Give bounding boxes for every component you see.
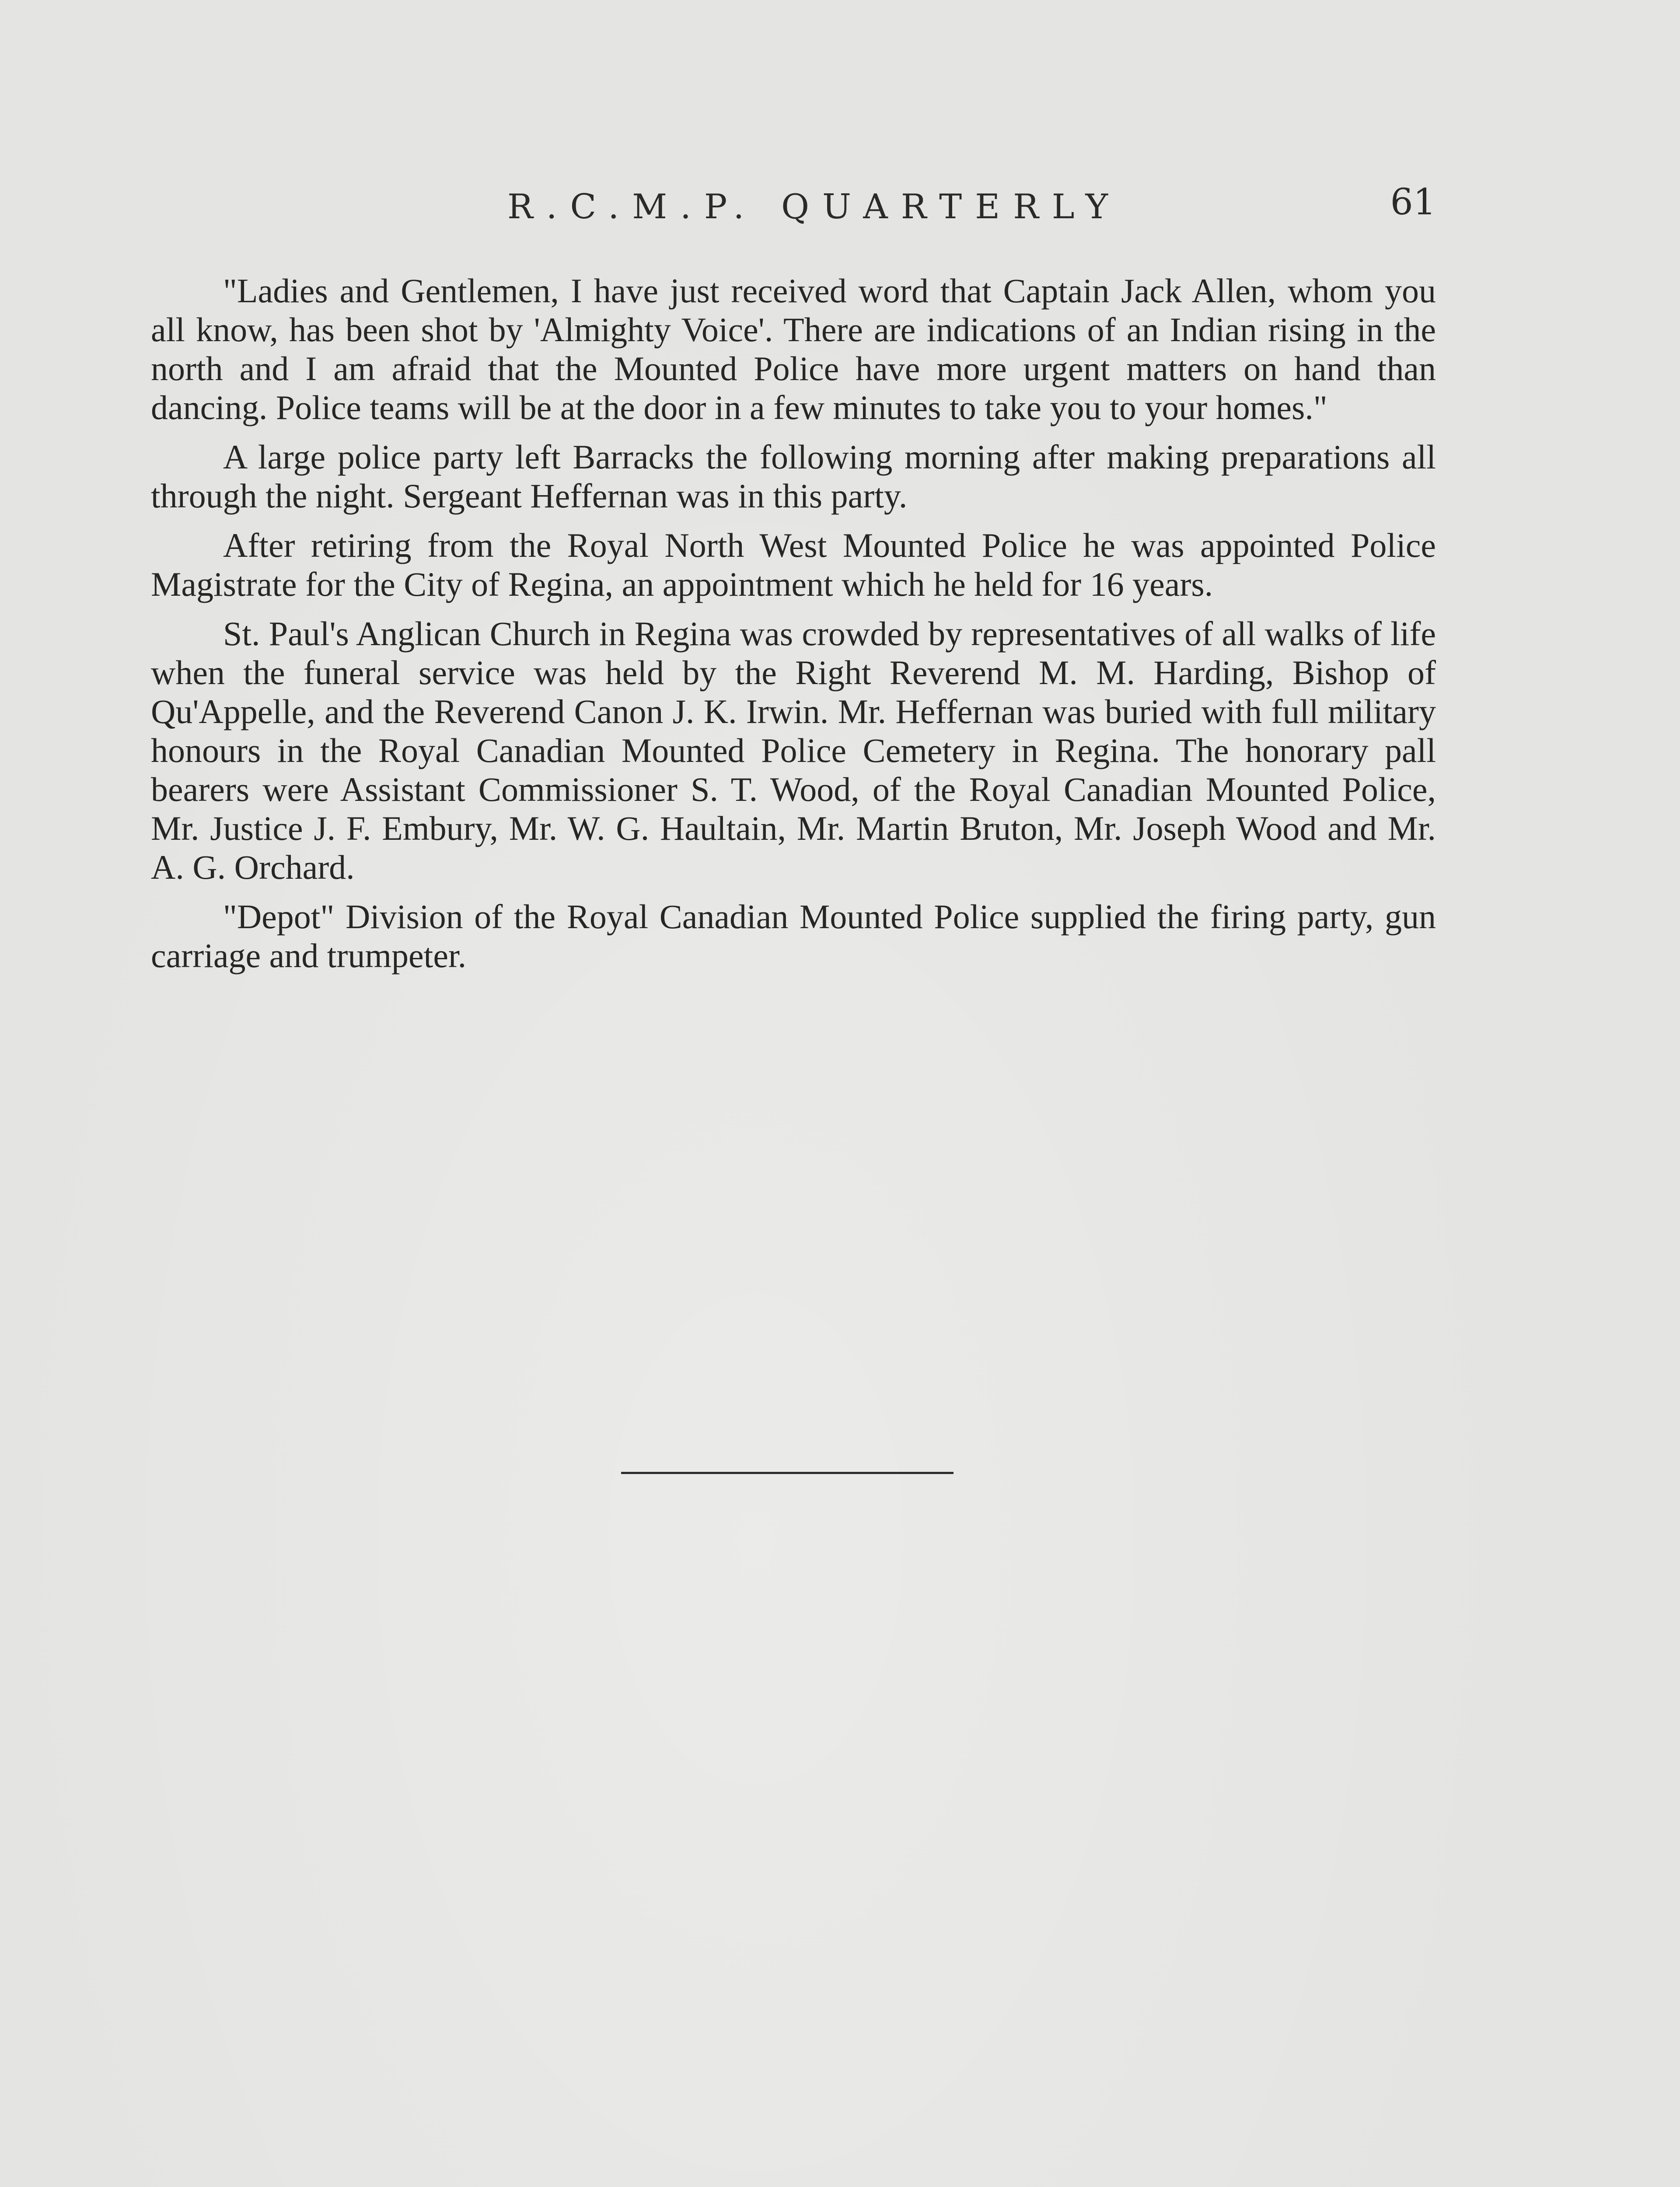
paragraph: After retiring from the Royal North West Mounted Police he was appointed Police Magistrate for the City of Regina, an appointment which he held for 16 years. xyxy=(151,526,1436,603)
paragraph: "Ladies and Gentlemen, I have just received word that Captain Jack Allen, whom you all know, has been shot by 'Almighty Voice'. There are indications of an Indian rising in the north and I am afraid that the Mounted Police have more urgent matters on hand than dancing. Police teams will be at the door in a few minutes to take you to your homes." xyxy=(151,272,1436,426)
article-body xyxy=(151,271,1436,985)
section-divider xyxy=(621,1472,954,1474)
paragraph: St. Paul's Anglican Church in Regina was crowded by representatives of all walks of life when the funeral service was held by the Right Reverend M. M. Harding, Bishop of Qu'Appelle, and the Reverend Canon J. K. Irwin. Mr. Heffernan was buried with full military honours in the Royal Canadian Mounted Police Cemetery in Regina. The honorary pall bearers were Assistant Commissioner S. T. Wood, of the Royal Canadian Mounted Police, Mr. Justice J. F. Embury, Mr. W. G. Haultain, Mr. Martin Bruton, Mr. Joseph Wood and Mr. A. G. Orchard. xyxy=(151,615,1436,886)
paragraph: "Depot" Division of the Royal Canadian Mounted Police supplied the firing party, gun carriage and trumpeter. xyxy=(151,898,1436,975)
paragraph: A large police party left Barracks the following morning after making preparations all through the night. Sergeant Heffernan was in this party. xyxy=(151,438,1436,515)
page-number: 61 xyxy=(1390,182,1436,223)
running-header xyxy=(151,183,1436,231)
running-title: R.C.M.P. QUARTERLY xyxy=(507,187,1121,227)
